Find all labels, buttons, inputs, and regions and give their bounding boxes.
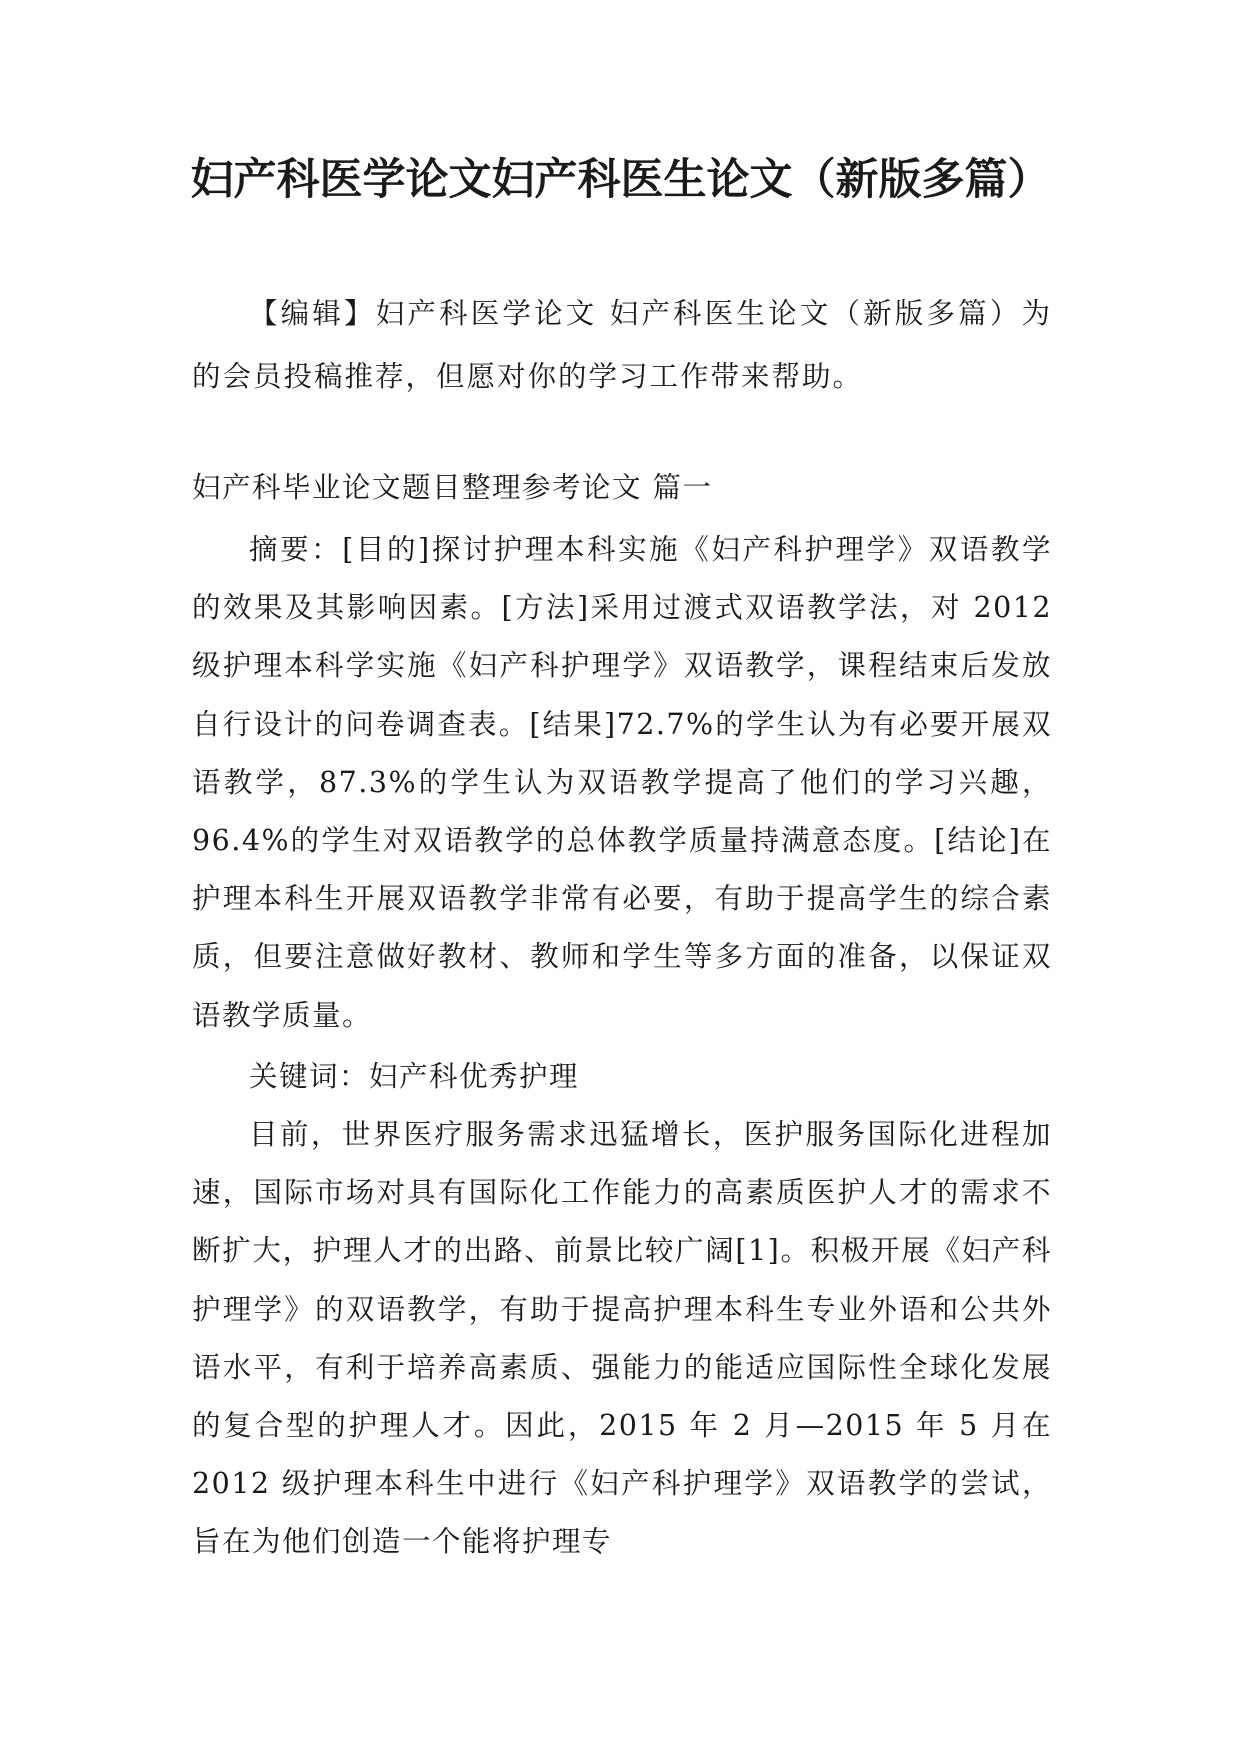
intro-paragraph: 【编辑】妇产科医学论文 妇产科医生论文（新版多篇）为的会员投稿推荐，但愿对你的学习工作带来帮助。: [192, 297, 1052, 393]
body-paragraph: 目前，世界医疗服务需求迅猛增长，医护服务国际化进程加速，国际市场对具有国际化工作能力的高素质医护人才的需求不断扩大，护理人才的出路、前景比较广阔[1]。积极开展《妇产科护理学》的双语教学，有助于提高护理本科生专业外语和公共外语水平，有利于培养高素质、强能力的能适应国际性全球化发展的复合型的护理人才。因此，2015 年 2 月—2015 年 5 月在 2012 级护理本科生中进行《妇产科护理学》双语教学的尝试，旨在为他们创造一个能将护理专: [192, 1118, 1052, 1559]
abstract-paragraph: 摘要：[目的]探讨护理本科实施《妇产科护理学》双语教学的效果及其影响因素。[方法]采用过渡式双语教学法，对 2012 级护理本科学实施《妇产科护理学》双语教学，课程结束后发放自行设计的问卷调查表。[结果]72.7%的学生认为有必要开展双语教学，87.3%的学生认为双语教学提高了他们的学习兴趣，96.4%的学生对双语教学的总体教学质量持满意态度。[结论]在护理本科生开展双语教学非常有必要，有助于提高学生的综合素质，但要注意做好教材、教师和学生等多方面的准备，以保证双语教学质量。: [192, 533, 1052, 1032]
section-heading: 妇产科毕业论文题目整理参考论文 篇一: [192, 471, 713, 504]
keywords-line: 关键词：妇产科优秀护理: [249, 1060, 580, 1093]
document-title: 妇产科医学论文妇产科医生论文（新版多篇）: [190, 155, 1051, 205]
